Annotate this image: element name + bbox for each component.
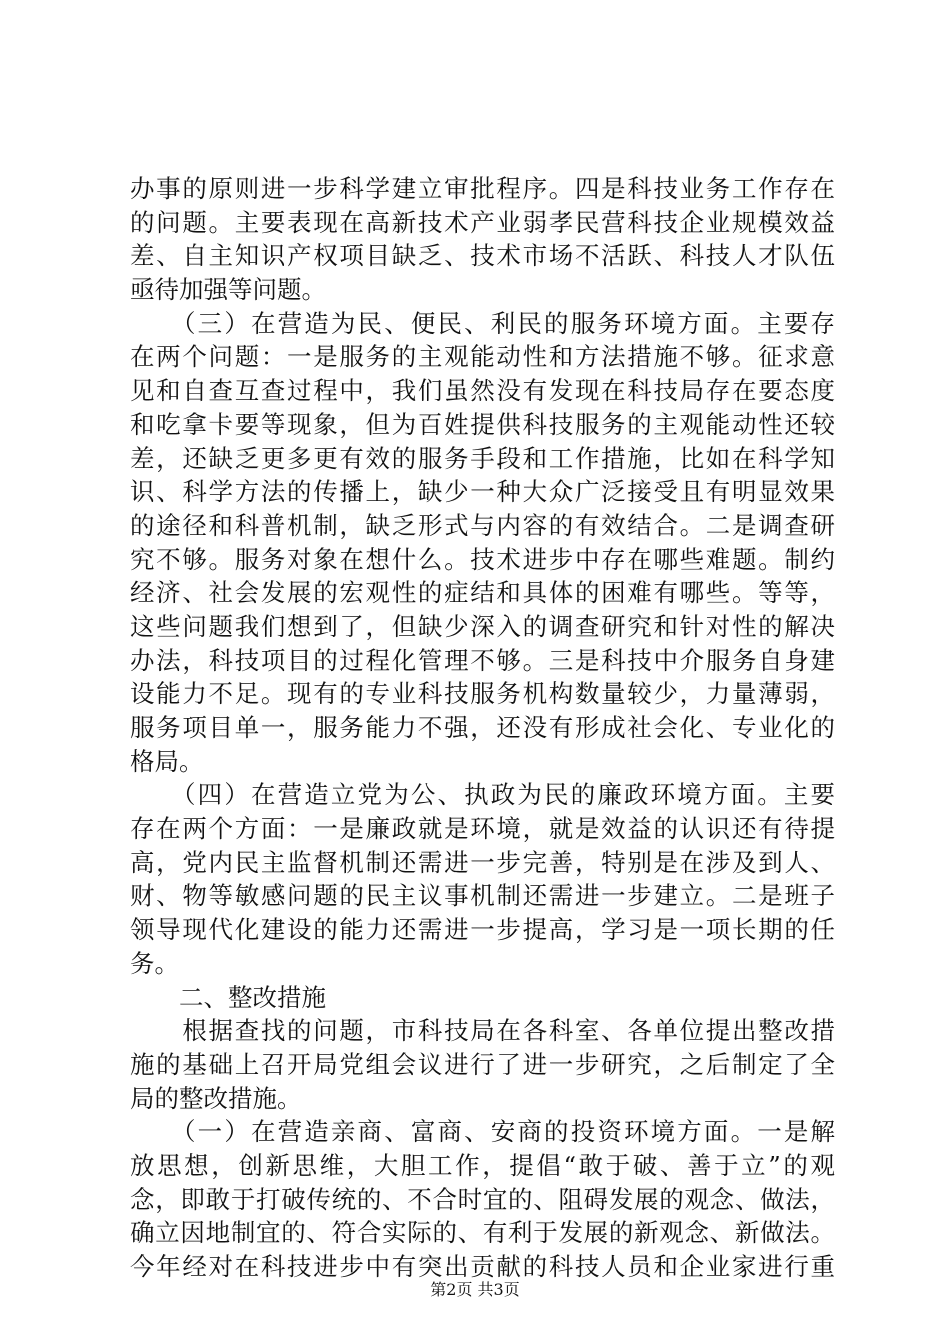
text-line: 务。 <box>130 948 179 978</box>
text-line: （四）在营造立党为公、执政为民的廉政环境方面。主要 <box>130 780 835 810</box>
text-line: 识、科学方法的传播上，缺少一种大众广泛接受且有明显效果 <box>130 477 835 507</box>
text-line: 放思想，创新思维，大胆工作，提倡“敢于破、善于立”的观 <box>130 1150 835 1180</box>
page-footer: 第2页 共3页 <box>430 1280 520 1299</box>
text-line: 局的整改措施。 <box>130 1083 302 1113</box>
text-line: 念，即敢于打破传统的、不合时宜的、阻碍发展的观念、做法， <box>130 1184 835 1214</box>
text-line: 根据查找的问题，市科技局在各科室、各单位提出整改措 <box>130 1016 835 1046</box>
body-text <box>130 172 835 1284</box>
text-line: 领导现代化建设的能力还需进一步提高，学习是一项长期的任 <box>130 915 835 945</box>
text-line: 服务项目单一，服务能力不强，还没有形成社会化、专业化的 <box>130 713 835 742</box>
text-line: 施的基础上召开局党组会议进行了进一步研究，之后制定了全 <box>130 1049 835 1079</box>
text-line: 差，还缺乏更多更有效的服务手段和工作措施，比如在科学知 <box>130 443 835 473</box>
text-line: 见和自查互查过程中，我们虽然没有发现在科技局存在要态度 <box>130 376 835 406</box>
text-line: 经济、社会发展的宏观性的症结和具体的困难有哪些。等等， <box>130 578 835 608</box>
text-line: 今年经对在科技进步中有突出贡献的科技人员和企业家进行重 <box>130 1252 835 1281</box>
text-line: 差、自主知识产权项目缺乏、技术市场不活跃、科技人才队伍 <box>130 241 835 271</box>
text-line: 和吃拿卡要等现象，但为百姓提供科技服务的主观能动性还较 <box>130 409 835 439</box>
text-line: 办事的原则进一步科学建立审批程序。四是科技业务工作存在 <box>130 174 835 203</box>
text-line: （三）在营造为民、便民、利民的服务环境方面。主要存 <box>130 308 835 338</box>
text-line: 在两个问题：一是服务的主观能动性和方法措施不够。征求意 <box>130 342 835 372</box>
text-line: 格局。 <box>130 746 204 776</box>
text-line: 高，党内民主监督机制还需进一步完善，特别是在涉及到人、 <box>130 847 835 877</box>
text-line: 亟待加强等问题。 <box>130 275 326 305</box>
text-line: 确立因地制宜的、符合实际的、有利于发展的新观念、新做法。 <box>130 1218 835 1248</box>
text-line: 设能力不足。现有的专业科技服务机构数量较少，力量薄弱， <box>130 679 835 709</box>
text-line: 存在两个方面：一是廉政就是环境，就是效益的认识还有待提 <box>130 814 835 844</box>
text-line: 办法，科技项目的过程化管理不够。三是科技中介服务自身建 <box>130 645 835 675</box>
text-line: 的途径和科普机制，缺乏形式与内容的有效结合。二是调查研 <box>130 510 835 540</box>
text-line: 二、整改措施 <box>130 982 326 1012</box>
text-line: 的问题。主要表现在高新技术产业弱孝民营科技企业规模效益 <box>130 207 835 237</box>
text-line: 究不够。服务对象在想什么。技术进步中存在哪些难题。制约 <box>130 544 835 574</box>
text-line: 财、物等敏感问题的民主议事机制还需进一步建立。二是班子 <box>130 881 835 911</box>
text-line: （一）在营造亲商、富商、安商的投资环境方面。一是解 <box>130 1117 835 1147</box>
text-line: 这些问题我们想到了，但缺少深入的调查研究和针对性的解决 <box>130 611 835 641</box>
